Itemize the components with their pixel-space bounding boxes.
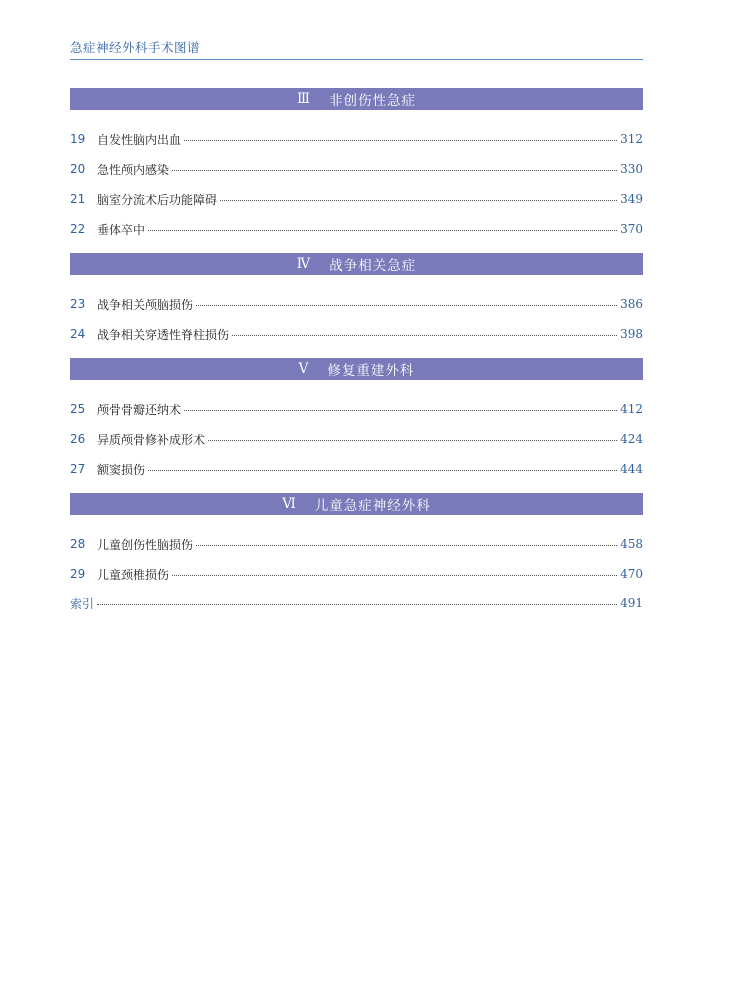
- toc-entry[interactable]: [70, 184, 643, 214]
- chapter-title: 儿童颈椎损伤: [97, 567, 170, 582]
- dot-leader: [148, 470, 617, 471]
- index-title: 索引: [70, 596, 95, 611]
- toc-entry[interactable]: [70, 319, 643, 349]
- toc-section: [70, 493, 643, 598]
- dot-leader: [232, 335, 617, 336]
- chapter-number: 19: [70, 132, 86, 146]
- dot-leader: [97, 604, 617, 605]
- dot-leader: [148, 230, 617, 231]
- toc-entry[interactable]: [70, 529, 643, 559]
- toc-entry-index[interactable]: [70, 588, 643, 618]
- page-number: 491: [620, 596, 643, 610]
- chapter-title: 急性颅内感染: [97, 162, 170, 177]
- section-numeral: Ⅵ: [282, 496, 297, 512]
- section-numeral: Ⅳ: [296, 256, 312, 272]
- chapter-title: 额窦损伤: [97, 462, 146, 477]
- chapter-number: 21: [70, 192, 86, 206]
- toc-entry[interactable]: [70, 424, 643, 454]
- chapter-number: 26: [70, 432, 86, 446]
- chapter-number: 24: [70, 327, 86, 341]
- chapter-number: 22: [70, 222, 86, 236]
- section-numeral: Ⅲ: [296, 91, 312, 107]
- chapter-title: 垂体卒中: [97, 222, 146, 237]
- page-number: 424: [620, 432, 643, 446]
- page-number: 349: [620, 192, 643, 206]
- dot-leader: [220, 200, 617, 201]
- section-title: 非创伤性急症: [329, 93, 417, 109]
- chapter-title: 颅骨骨瓣还纳术: [97, 402, 182, 417]
- toc-entry[interactable]: [70, 454, 643, 484]
- toc-entry[interactable]: [70, 154, 643, 184]
- dot-leader: [184, 410, 617, 411]
- chapter-title: 战争相关穿透性脊柱损伤: [97, 327, 230, 342]
- toc-entry[interactable]: [70, 394, 643, 424]
- dot-leader: [172, 575, 617, 576]
- section-heading-bar: [70, 493, 643, 515]
- dot-leader: [184, 140, 617, 141]
- chapter-number: 25: [70, 402, 86, 416]
- toc-section: [70, 253, 643, 358]
- section-title: 儿童急症神经外科: [314, 498, 431, 514]
- page-number: 330: [620, 162, 643, 176]
- page-number: 470: [620, 567, 643, 581]
- page-number: 458: [620, 537, 643, 551]
- chapter-title: 脑室分流术后功能障碍: [97, 192, 218, 207]
- section-heading-bar: [70, 253, 643, 275]
- dot-leader: [172, 170, 617, 171]
- dot-leader: [208, 440, 617, 441]
- chapter-number: 23: [70, 297, 86, 311]
- chapter-number: 20: [70, 162, 86, 176]
- running-header: 急症神经外科手术图谱: [70, 40, 201, 55]
- section-title: 战争相关急症: [329, 258, 417, 274]
- chapter-title: 自发性脑内出血: [97, 132, 182, 147]
- chapter-number: 29: [70, 567, 86, 581]
- dot-leader: [196, 545, 617, 546]
- page-number: 312: [620, 132, 643, 146]
- table-of-contents: [70, 88, 643, 618]
- chapter-number: 27: [70, 462, 86, 476]
- chapter-title: 异质颅骨修补成形术: [97, 432, 206, 447]
- toc-entry[interactable]: [70, 124, 643, 154]
- page-number: 398: [620, 327, 643, 341]
- page-number: 370: [620, 222, 643, 236]
- header-rule: [70, 59, 643, 60]
- page-number: 444: [620, 462, 643, 476]
- toc-entry[interactable]: [70, 559, 643, 589]
- toc-entry[interactable]: [70, 214, 643, 244]
- section-heading-bar: [70, 88, 643, 110]
- chapter-title: 战争相关颅脑损伤: [97, 297, 194, 312]
- section-title: 修复重建外科: [327, 363, 415, 379]
- section-heading-bar: [70, 358, 643, 380]
- toc-section: [70, 358, 643, 493]
- chapter-title: 儿童创伤性脑损伤: [97, 537, 194, 552]
- toc-section: [70, 88, 643, 253]
- page-number: 412: [620, 402, 643, 416]
- toc-entry[interactable]: [70, 289, 643, 319]
- chapter-number: 28: [70, 537, 86, 551]
- section-numeral: Ⅴ: [298, 361, 310, 377]
- dot-leader: [196, 305, 617, 306]
- page-number: 386: [620, 297, 643, 311]
